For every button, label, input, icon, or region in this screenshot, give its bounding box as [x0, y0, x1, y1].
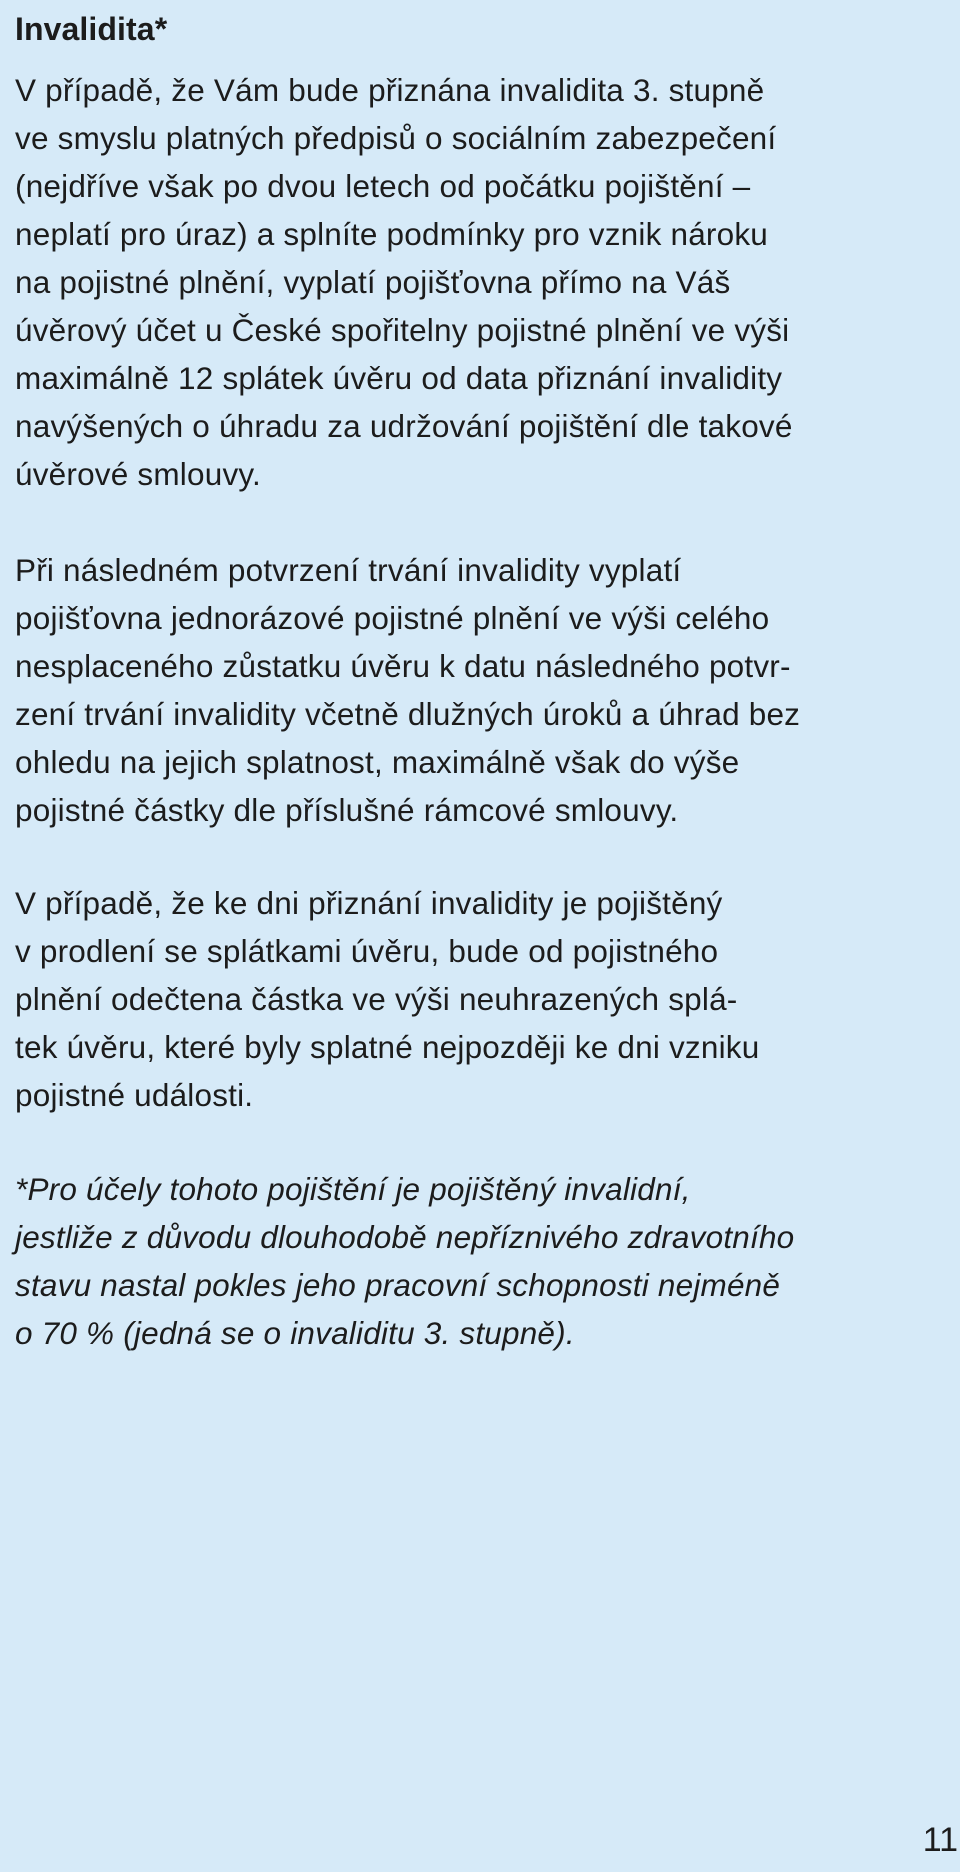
- page-number: 11: [922, 1821, 958, 1859]
- paragraph-line: V případě, že Vám bude přiznána invalidita 3. stupně: [15, 72, 765, 108]
- footnote-line: stavu nastal pokles jeho pracovní schopnosti nejméně: [15, 1267, 781, 1303]
- paragraph-invalidity-payment: [15, 66, 945, 498]
- paragraph-payment-arrears: [15, 879, 945, 1119]
- invalidity-footnote: [15, 1165, 945, 1357]
- paragraph-line: maximálně 12 splátek úvěru od data přiznání invalidity: [15, 360, 783, 396]
- paragraph-line: zení trvání invalidity včetně dlužných úroků a úhrad bez: [15, 696, 801, 732]
- footnote-line: o 70 % (jedná se o invaliditu 3. stupně).: [15, 1315, 575, 1351]
- paragraph-line: plnění odečtena částka ve výši neuhrazených splá-: [15, 981, 738, 1017]
- paragraph-line: pojistné částky dle příslušné rámcové smlouvy.: [15, 792, 679, 828]
- paragraph-line: Při následném potvrzení trvání invalidity vyplatí: [15, 552, 682, 588]
- footnote-line: jestliže z důvodu dlouhodobě nepříznivého zdravotního: [15, 1219, 795, 1255]
- paragraph-line: V případě, že ke dni přiznání invalidity je pojištěný: [15, 885, 723, 921]
- footnote-line: *Pro účely tohoto pojištění je pojištěný invalidní,: [15, 1171, 691, 1207]
- paragraph-line: úvěrový účet u České spořitelny pojistné plnění ve výši: [15, 312, 790, 348]
- paragraph-line: ohledu na jejich splatnost, maximálně však do výše: [15, 744, 740, 780]
- paragraph-line: na pojistné plnění, vyplatí pojišťovna přímo na Váš: [15, 264, 731, 300]
- paragraph-line: nesplaceného zůstatku úvěru k datu následného potvr-: [15, 648, 791, 684]
- paragraph-line: navýšených o úhradu za udržování pojištění dle takové: [15, 408, 793, 444]
- paragraph-line: pojišťovna jednorázové pojistné plnění ve výši celého: [15, 600, 770, 636]
- section-title: Invalidita*: [15, 11, 168, 47]
- paragraph-line: ve smyslu platných předpisů o sociálním zabezpečení: [15, 120, 777, 156]
- paragraph-line: (nejdříve však po dvou letech od počátku pojištění –: [15, 168, 751, 204]
- paragraph-line: tek úvěru, které byly splatné nejpozději ke dni vzniku: [15, 1029, 760, 1065]
- paragraph-line: neplatí pro úraz) a splníte podmínky pro vznik nároku: [15, 216, 768, 252]
- paragraph-line: úvěrové smlouvy.: [15, 456, 261, 492]
- paragraph-line: v prodlení se splátkami úvěru, bude od pojistného: [15, 933, 719, 969]
- paragraph-line: pojistné události.: [15, 1077, 254, 1113]
- paragraph-invalidity-confirmation: [15, 546, 945, 834]
